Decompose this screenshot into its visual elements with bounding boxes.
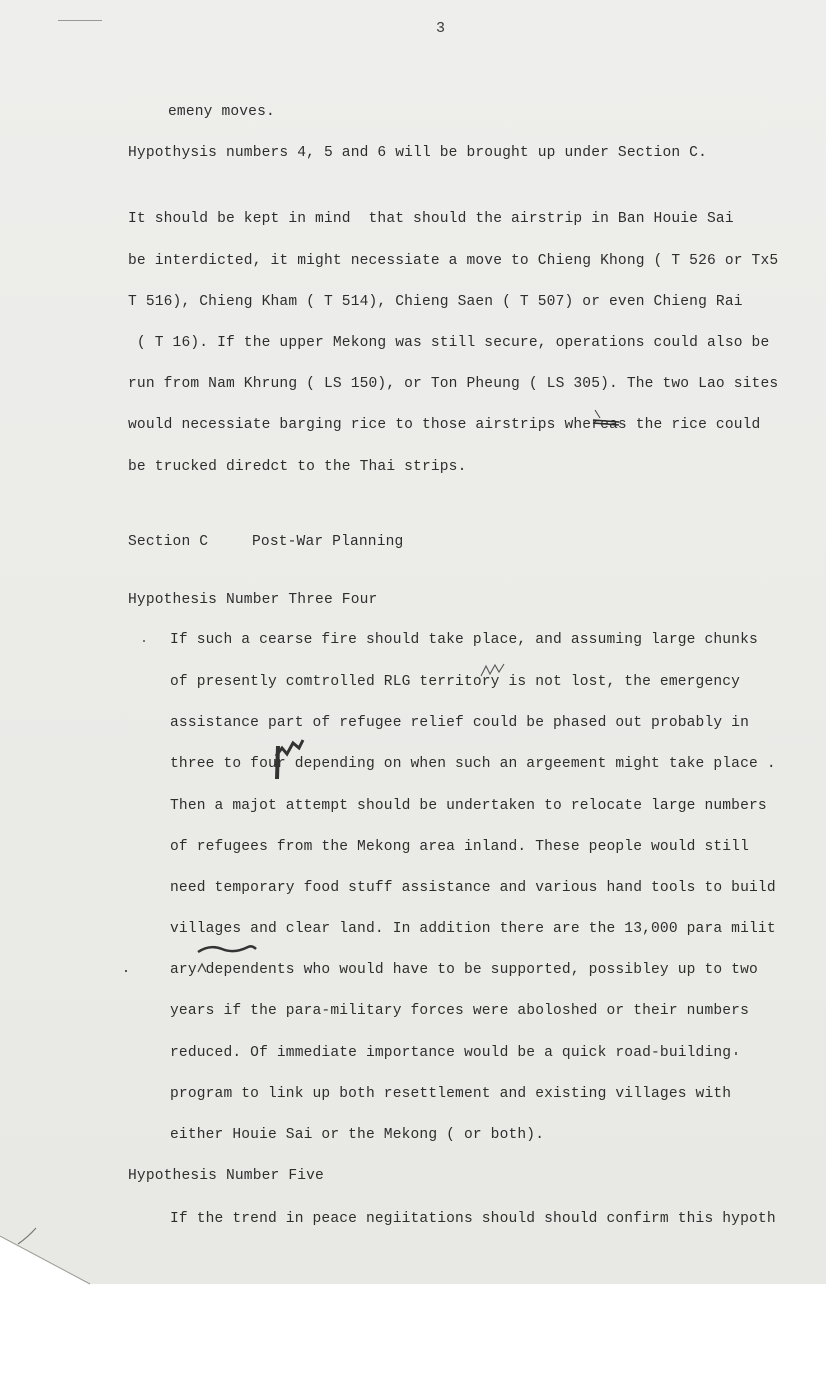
hypothesis-heading: Hypothesis Number Five bbox=[128, 1168, 324, 1184]
text-line: villages and clear land. In addition there are the 13,000 para milit bbox=[170, 921, 776, 937]
text-line: ary dependents who would have to be supported, possibley up to two bbox=[170, 962, 758, 978]
handwritten-insert-mark bbox=[262, 734, 310, 784]
text-line: be trucked diredct to the Thai strips. bbox=[128, 459, 467, 475]
text-line: assistance part of refugee relief could be phased out probably in bbox=[170, 715, 749, 731]
text-line: of refugees from the Mekong area inland. These people would still bbox=[170, 839, 749, 855]
handwritten-insert-mark bbox=[194, 940, 260, 976]
text-line: reduced. Of immediate importance would be a quick road-building bbox=[170, 1045, 732, 1061]
text-line: either Houie Sai or the Mekong ( or both). bbox=[170, 1127, 545, 1143]
text-line: If such a cearse fire should take place, and assuming large chunks bbox=[170, 632, 758, 648]
scan-speck bbox=[143, 640, 145, 642]
section-title: Post-War Planning bbox=[252, 534, 404, 550]
text-line: It should be kept in mind that should the airstrip in Ban Houie Sai bbox=[128, 211, 734, 227]
scan-speck bbox=[125, 970, 127, 972]
text-line: be interdicted, it might necessiate a move to Chieng Khong ( T 526 or Tx5 bbox=[128, 253, 779, 269]
text-line: would necessiate barging rice to those airstrips whereas the rice could bbox=[128, 417, 761, 433]
text-line: of presently comtrolled RLG territory is not lost, the emergency bbox=[170, 674, 741, 690]
section-label: Section C bbox=[128, 534, 209, 550]
scan-speck bbox=[58, 20, 102, 21]
strikethrough-mark bbox=[591, 408, 623, 430]
text-line: need temporary food stuff assistance and various hand tools to build bbox=[170, 880, 776, 896]
folded-corner bbox=[0, 1222, 96, 1286]
text-line: Then a majot attempt should be undertaken to relocate large numbers bbox=[170, 798, 767, 814]
page-number: 3 bbox=[436, 20, 446, 37]
hypothesis-heading: Hypothesis Number Three Four bbox=[128, 592, 378, 608]
text-line: three to four depending on when such an argeement might take place . bbox=[170, 756, 776, 772]
scan-speck bbox=[735, 1052, 737, 1055]
text-line: T 516), Chieng Kham ( T 514), Chieng Saen ( T 507) or even Chieng Rai bbox=[128, 294, 743, 310]
text-line: If the trend in peace negiitations should should confirm this hypoth bbox=[170, 1211, 776, 1227]
text-line: run from Nam Khrung ( LS 150), or Ton Pheung ( LS 305). The two Lao sites bbox=[128, 376, 779, 392]
text-line: years if the para-military forces were aboloshed or their numbers bbox=[170, 1003, 749, 1019]
text-line: emeny moves. bbox=[168, 104, 275, 120]
text-line: Hypothysis numbers 4, 5 and 6 will be brought up under Section C. bbox=[128, 145, 707, 161]
text-line: program to link up both resettlement and existing villages with bbox=[170, 1086, 732, 1102]
text-line: ( T 16). If the upper Mekong was still secure, operations could also be bbox=[128, 335, 770, 351]
handwritten-insert-mark bbox=[478, 660, 512, 682]
